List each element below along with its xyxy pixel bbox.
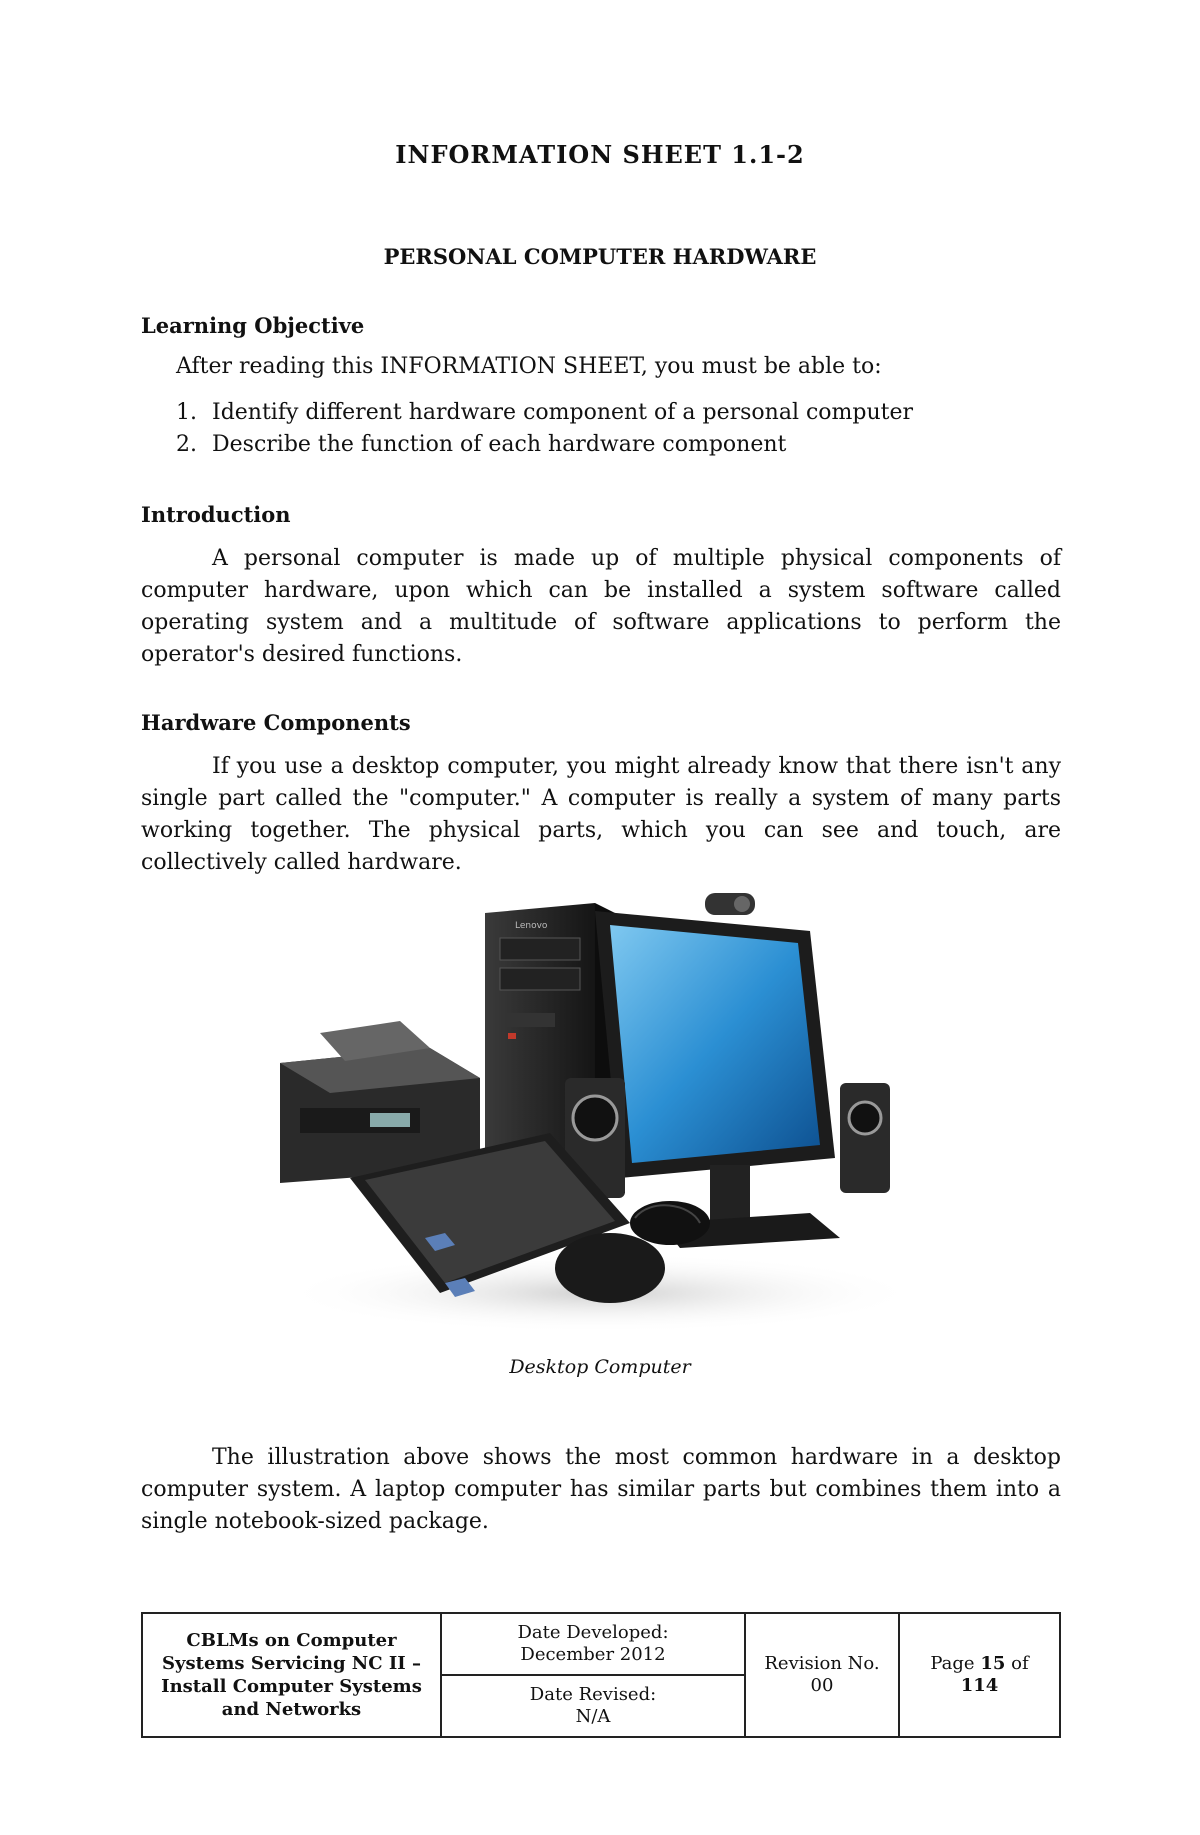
date-developed-value: December 2012 xyxy=(520,1644,666,1665)
webcam-icon xyxy=(705,893,755,915)
page-total: 114 xyxy=(960,1675,999,1696)
learning-objective-heading-wrap xyxy=(141,313,1061,338)
closing-paragraph: The illustration above shows the most common hardware in a desktop computer system. A laptop computer has similar parts but combines them into a single notebook-sized package. xyxy=(141,1445,1061,1534)
speaker-right-icon xyxy=(840,1083,890,1193)
introduction-section xyxy=(141,502,1061,671)
figure-caption: Desktop Computer xyxy=(509,1356,691,1378)
hardware-heading: Hardware Components xyxy=(141,710,411,735)
footer-date-revised xyxy=(441,1675,745,1737)
introduction-body: A personal computer is made up of multiple physical components of computer hardware, upon which can be installed a system software called operating system and a multitude of software applications to perform the operator's desired functions. xyxy=(141,546,1061,667)
list-item xyxy=(176,429,913,461)
page-of: of xyxy=(1011,1653,1029,1674)
hardware-section xyxy=(141,710,1061,879)
date-revised-value: N/A xyxy=(575,1706,611,1727)
list-item xyxy=(176,397,913,429)
section-title: PERSONAL COMPUTER HARDWARE xyxy=(383,244,817,269)
footer-course-title: CBLMs on Computer Systems Servicing NC II – Install Computer Systems and Networks xyxy=(142,1613,441,1737)
monitor-icon xyxy=(595,911,840,1248)
list-number: 2. xyxy=(176,432,197,457)
hardware-body: If you use a desktop computer, you might already know that there isn't any single part called the "computer." A computer is really a system of many parts working together. The physical parts, which you can see and touch, are collectively called hardware. xyxy=(141,754,1061,875)
list-number: 1. xyxy=(176,400,197,425)
footer-revision xyxy=(745,1613,899,1737)
objective-lead: After reading this INFORMATION SHEET, you must be able to: xyxy=(176,354,882,379)
date-developed-label: Date Developed: xyxy=(517,1622,669,1643)
revision-value: 00 xyxy=(810,1675,834,1696)
tower-brand-label: Lenovo xyxy=(515,921,548,931)
page-prefix: Page xyxy=(930,1653,975,1674)
list-text: Identify different hardware component of a personal computer xyxy=(212,400,914,425)
date-revised-label: Date Revised: xyxy=(529,1684,657,1705)
footer-page xyxy=(899,1613,1060,1737)
closing-section xyxy=(141,1442,1061,1538)
objective-list xyxy=(176,397,913,461)
learning-objective-heading: Learning Objective xyxy=(141,313,365,338)
footer-date-developed xyxy=(441,1613,745,1675)
footer-table xyxy=(141,1612,1061,1738)
desktop-computer-illustration xyxy=(250,893,950,1343)
introduction-heading: Introduction xyxy=(141,502,291,527)
page-number: 15 xyxy=(980,1653,1006,1674)
revision-label: Revision No. xyxy=(764,1653,880,1674)
sheet-title: INFORMATION SHEET 1.1-2 xyxy=(395,140,805,169)
list-text: Describe the function of each hardware component xyxy=(212,432,787,457)
